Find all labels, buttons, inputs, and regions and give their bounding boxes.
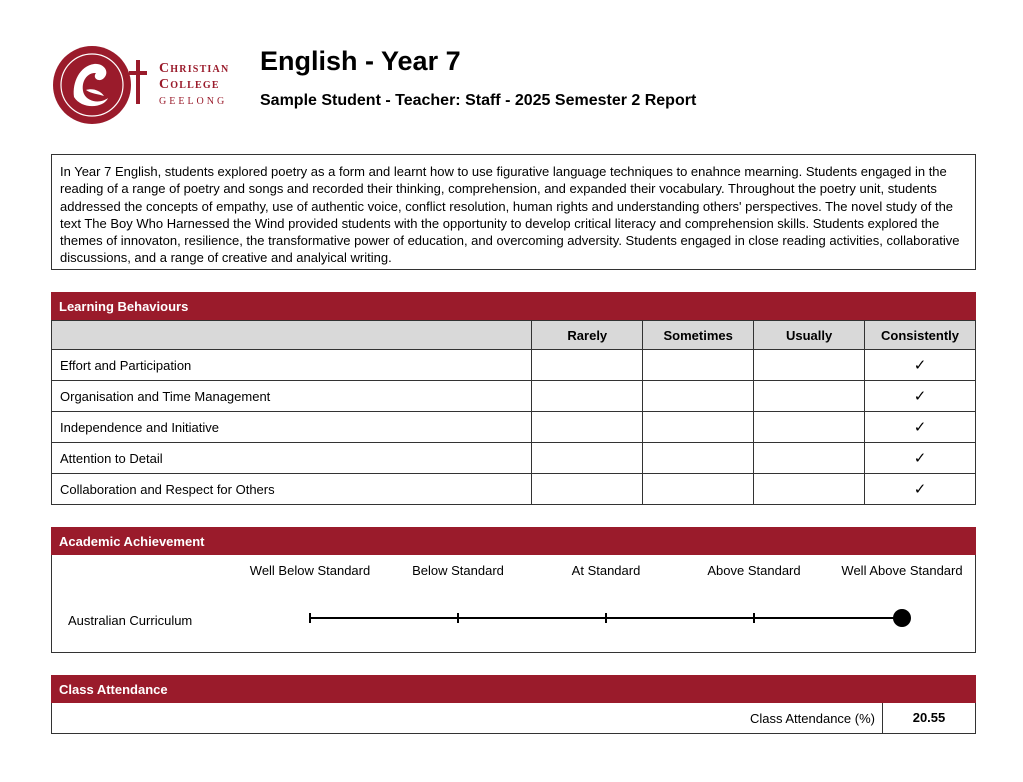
table-row (52, 412, 976, 443)
achievement-scale (51, 555, 976, 653)
check-icon: ✓ (865, 443, 976, 474)
rating-cell (754, 381, 865, 412)
rating-cell (532, 412, 643, 443)
rating-cell (754, 474, 865, 505)
check-icon: ✓ (865, 381, 976, 412)
logo-line-2: College (159, 77, 220, 92)
attendance-label: Class Attendance (%) (749, 711, 875, 726)
academic-achievement-title: Academic Achievement (51, 527, 976, 555)
class-attendance-row (51, 703, 976, 734)
column-header: Rarely (532, 321, 643, 350)
rating-cell (532, 443, 643, 474)
logo-line-3: GEELONG (159, 96, 228, 107)
behaviour-label: Attention to Detail (52, 443, 532, 474)
logo-line-1: Christian (159, 61, 230, 76)
table-row (52, 350, 976, 381)
rating-cell (532, 350, 643, 381)
report-header (52, 42, 976, 128)
achievement-marker (893, 609, 911, 627)
page-title: English - Year 7 (260, 46, 461, 76)
learning-behaviours-table (51, 320, 976, 505)
scale-label: At Standard (571, 563, 641, 578)
college-logo (52, 42, 252, 128)
table-row (52, 443, 976, 474)
column-header: Sometimes (643, 321, 754, 350)
learning-behaviours-section (51, 292, 976, 505)
behaviour-label: Independence and Initiative (52, 412, 532, 443)
behaviour-label: Effort and Participation (52, 350, 532, 381)
achievement-scale-line (52, 555, 975, 653)
rating-cell (643, 474, 754, 505)
rating-cell (643, 443, 754, 474)
column-header: Consistently (865, 321, 976, 350)
scale-label: Well Below Standard (249, 563, 371, 578)
college-crest-icon (52, 42, 156, 128)
table-header-row (52, 321, 976, 350)
check-icon: ✓ (865, 412, 976, 443)
table-row (52, 381, 976, 412)
scale-label: Well Above Standard (841, 563, 963, 578)
rating-cell (754, 412, 865, 443)
table-header-blank (52, 321, 532, 350)
scale-label: Above Standard (707, 563, 801, 578)
rating-cell (532, 381, 643, 412)
rating-cell (643, 412, 754, 443)
column-header: Usually (754, 321, 865, 350)
rating-cell (643, 350, 754, 381)
achievement-row-label: Australian Curriculum (68, 613, 193, 628)
class-attendance-section (51, 675, 976, 734)
page-subtitle: Sample Student - Teacher: Staff - 2025 Semester 2 Report (260, 92, 697, 109)
learning-behaviours-title: Learning Behaviours (51, 292, 976, 320)
subject-description: In Year 7 English, students explored poetry as a form and learnt how to use figurative language techniques to enahnce mearning. Students engaged in the reading of a range of poetry and songs and recorded their thinking, comprehension, and expanded their vocabulary. Throughout the poetry unit, students addressed the concepts of empathy, use of authentic voice, conflict resolution, human rights and understanding others' perspectives. The novel study of the text The Boy Who Harnessed the Wind provided students with the opportunity to develop critical literacy and comprehension skills. Students explored the themes of innovaton, resilience, the transformative power of education, and overcoming adversity. Students engaged in close reading activities, collaborative discussions, and a range of creative and analyical writing. (51, 154, 976, 270)
class-attendance-title: Class Attendance (51, 675, 976, 703)
rating-cell (643, 381, 754, 412)
check-icon: ✓ (865, 350, 976, 381)
academic-achievement-section (51, 527, 976, 653)
rating-cell (754, 350, 865, 381)
rating-cell (532, 474, 643, 505)
table-row (52, 474, 976, 505)
behaviour-label: Collaboration and Respect for Others (52, 474, 532, 505)
attendance-value: 20.55 (882, 703, 975, 733)
scale-label: Below Standard (412, 563, 504, 578)
rating-cell (754, 443, 865, 474)
behaviour-label: Organisation and Time Management (52, 381, 532, 412)
check-icon: ✓ (865, 474, 976, 505)
